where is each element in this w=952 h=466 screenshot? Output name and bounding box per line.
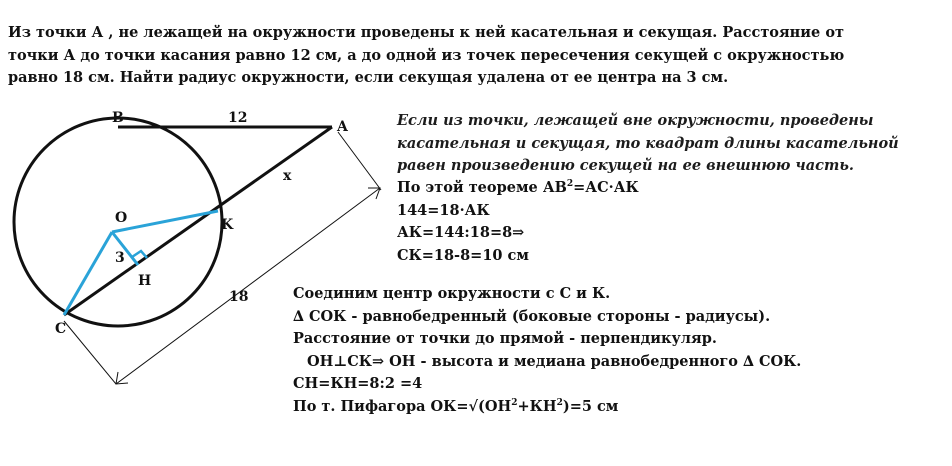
calc-line-3: АК=144:18=8⇒ (397, 224, 525, 241)
radius-ok (112, 211, 218, 232)
pythagoras-sq-1: 2 (511, 397, 518, 408)
theorem-line-3: равен произведению секущей на ее внешнюю часть. (397, 157, 854, 174)
solution-line-3: Расстояние от точки до прямой - перпендикуляр. (293, 330, 717, 347)
calc-theorem-rest: =АС·АК (573, 179, 639, 196)
point-label-b: B (112, 110, 124, 126)
solution (293, 283, 801, 418)
solution-line-6 (293, 396, 801, 419)
point-label-k: K (221, 217, 234, 233)
label-distance: 3 (115, 250, 125, 266)
calc-square: 2 (566, 179, 574, 189)
pythagoras-c: )=5 см (562, 397, 619, 415)
solution-line-2: ∆ СОК - равнобедренный (боковые стороны - радиусы). (293, 307, 771, 325)
solution-line-5: СН=КН=8:2 =4 (293, 375, 423, 392)
calc-line-1 (397, 177, 639, 200)
calc-line-4: СК=18-8=10 см (397, 246, 529, 264)
label-secant-length: 18 (229, 289, 249, 305)
calc-theorem-ref: По этой теореме АВ (397, 179, 567, 196)
label-tangent-length: 12 (228, 110, 248, 126)
calculation (397, 177, 639, 267)
theorem-line-2: касательная и секущая, то квадрат длины касательной (397, 134, 899, 152)
pythagoras-b: +КН (517, 397, 557, 415)
theorem-line-1: Если из точки, лежащей вне окружности, проведены (397, 112, 874, 129)
problem-line-1: Из точки А , не лежащей на окружности проведены к ней касательная и секущая. Расстояние от (8, 24, 844, 41)
pythagoras-a: По т. Пифагора ОК=√(ОН (293, 397, 512, 415)
solution-line-4: ОН⊥СК⇒ ОН - высота и медиана равнобедренного ∆ СОК. (307, 352, 802, 370)
dim-ext-a (338, 132, 381, 190)
pythagoras-sq-2: 2 (556, 397, 563, 408)
dim-ext-c (64, 321, 116, 384)
point-label-a: A (337, 119, 348, 135)
radius-oc (64, 232, 112, 315)
point-label-h: H (138, 273, 152, 289)
problem-line-2: точки А до точки касания равно 12 см, а до одной из точек пересечения секущей с окружностью (8, 46, 845, 64)
right-angle-mark (132, 251, 147, 258)
label-external-part: x (283, 168, 292, 184)
calc-line-2: 144=18·АК (397, 201, 490, 219)
solution-line-1: Соединим центр окружности с С и К. (293, 285, 611, 302)
problem-line-3: равно 18 см. Найти радиус окружности, если секущая удалена от ее центра на 3 см. (8, 69, 729, 86)
point-label-o: O (115, 210, 128, 226)
point-label-c: C (55, 321, 67, 337)
theorem-statement (397, 110, 899, 178)
